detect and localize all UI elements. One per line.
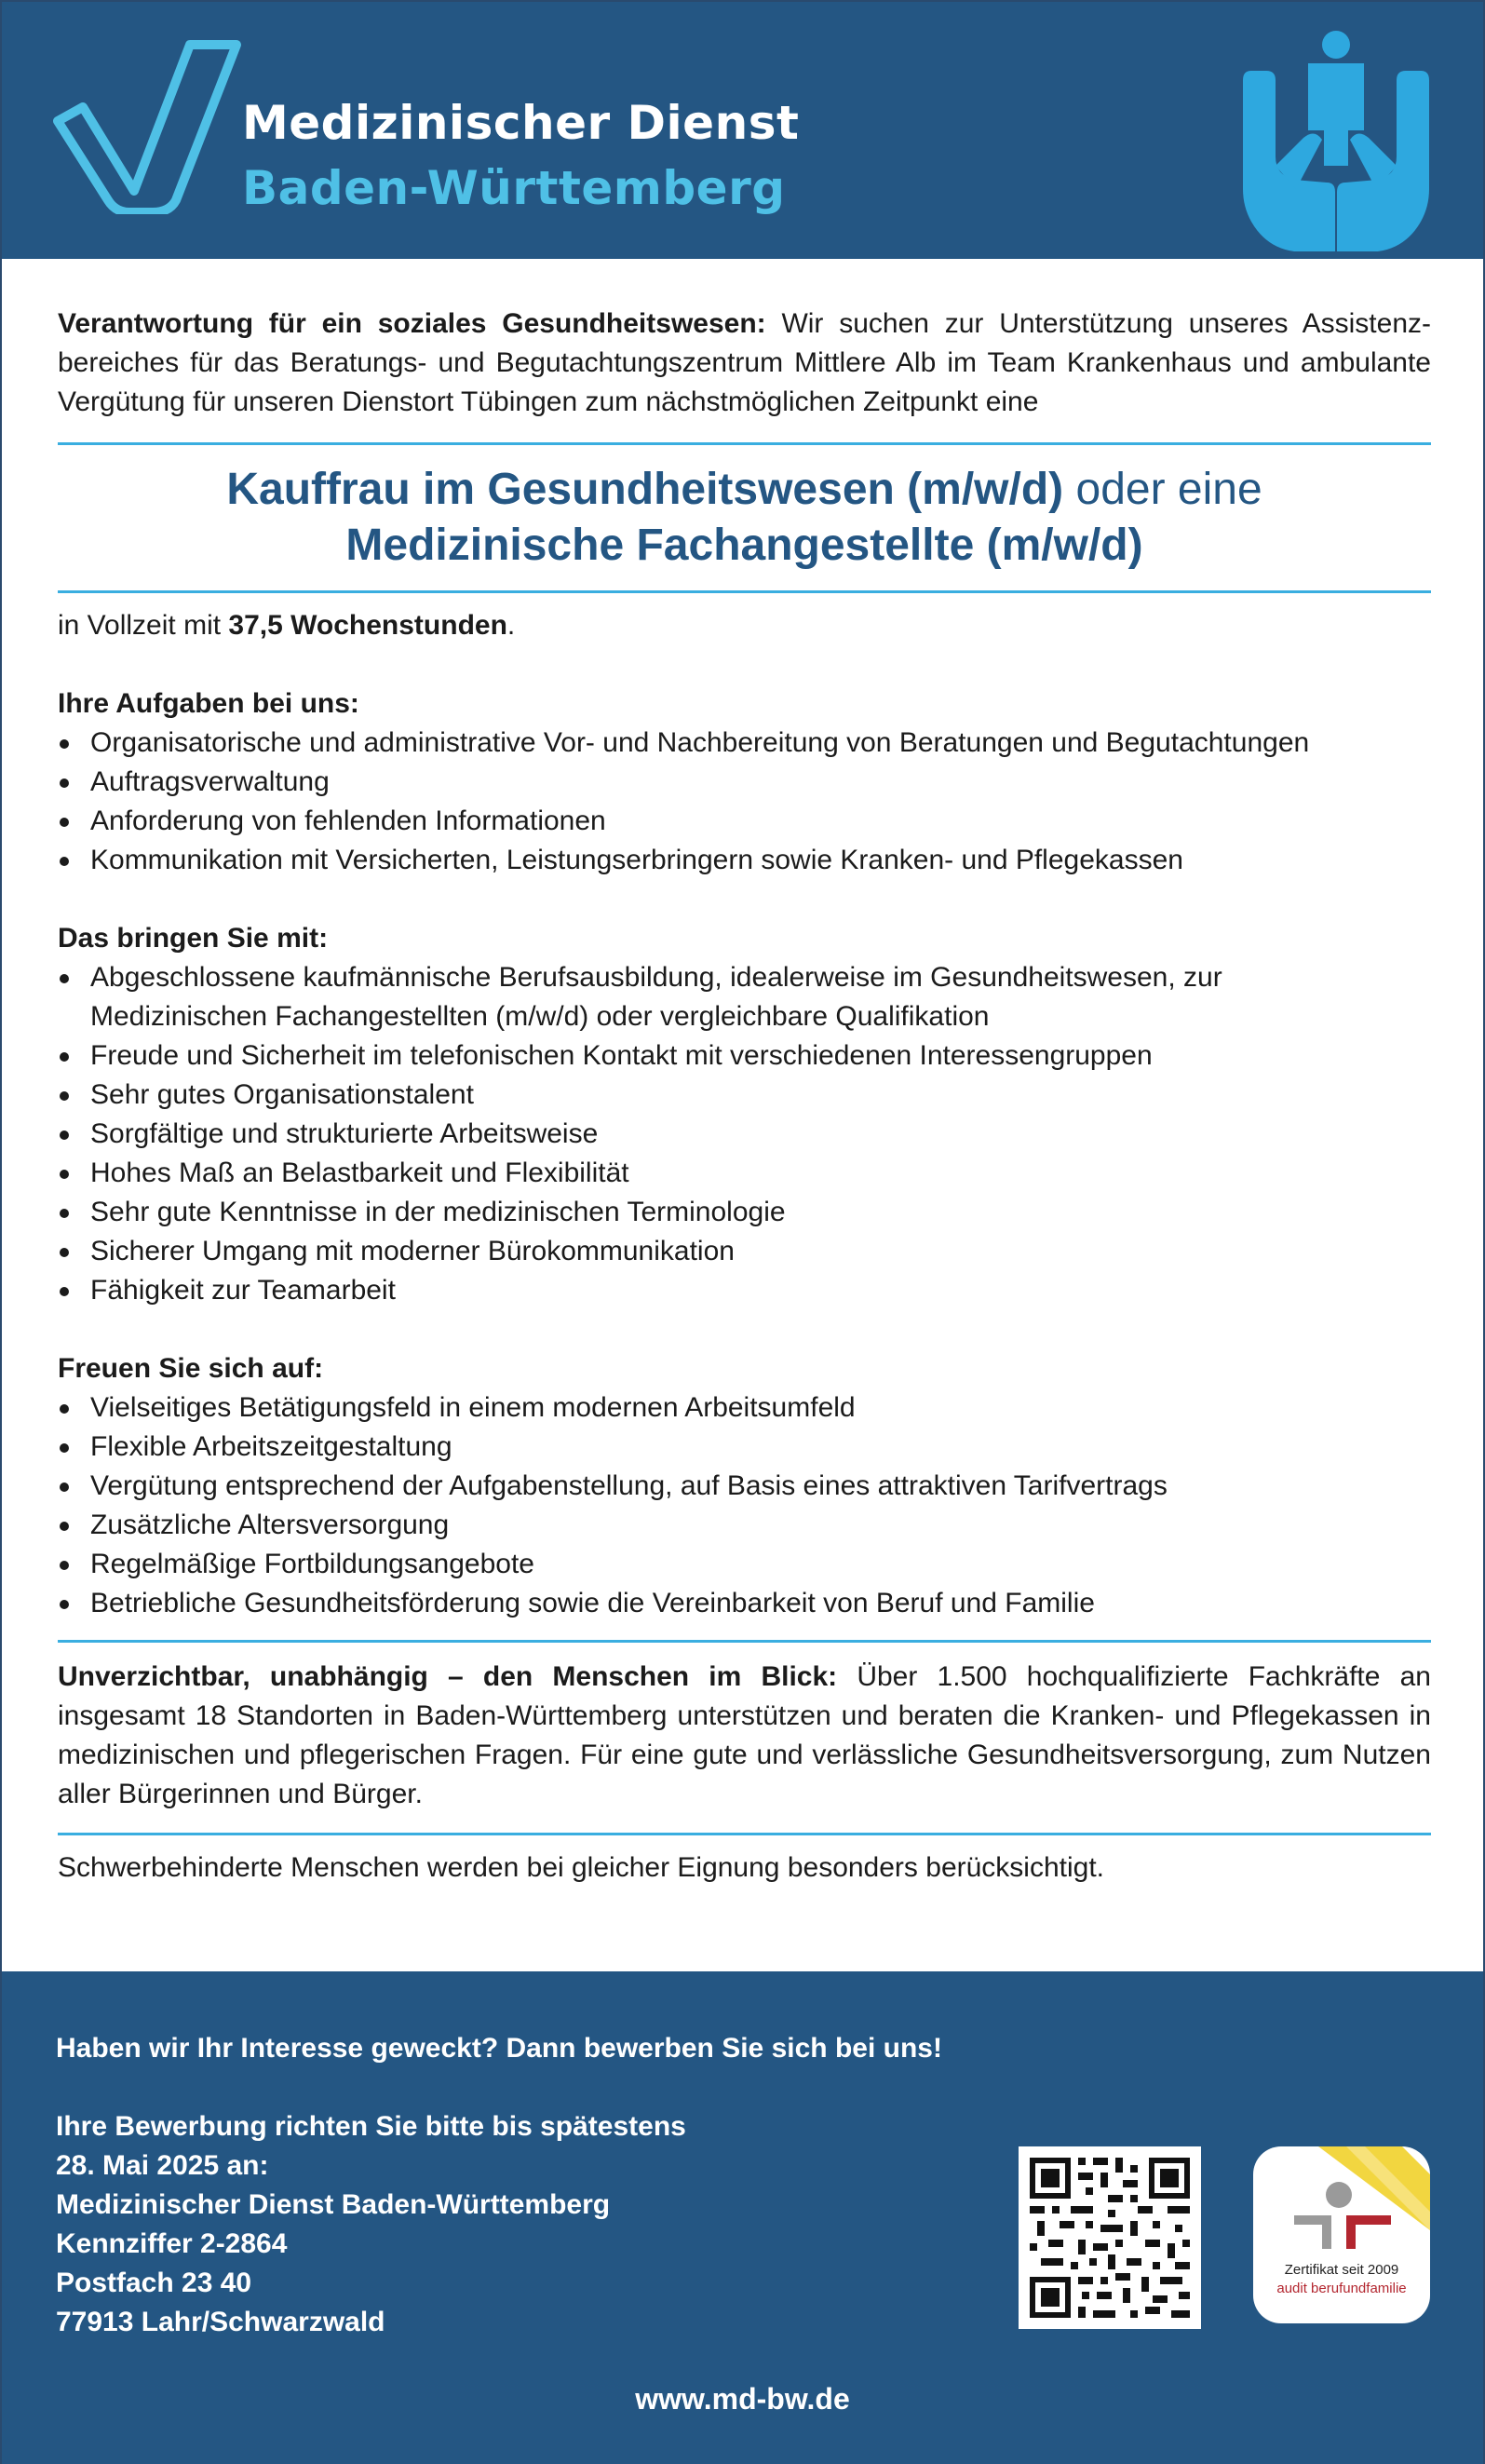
header-banner xyxy=(2,2,1483,259)
list-item: Freude und Sicherheit im telefonischen Kontakt mit verschiedenen Interessengruppen xyxy=(58,1036,1431,1076)
list-item: Sehr gutes Organisationstalent xyxy=(58,1076,1431,1115)
divider xyxy=(58,590,1431,593)
hours-suffix: . xyxy=(506,610,516,641)
list-item: Auftragsverwaltung xyxy=(58,763,1431,802)
audit-berufundfamilie-icon xyxy=(1253,2146,1430,2323)
tasks-title: Ihre Aufgaben bei uns: xyxy=(58,688,359,719)
divider xyxy=(58,442,1431,445)
job-title-line1: Kauffrau im Gesundheitswesen (m/w/d) xyxy=(226,465,1064,514)
org-region: Baden-Württemberg xyxy=(242,161,786,215)
requirements-title: Das bringen Sie mit: xyxy=(58,923,329,954)
main-content xyxy=(58,305,1431,1888)
website-link[interactable]: www.md-bw.de xyxy=(635,2382,850,2416)
family-audit-certificate xyxy=(1253,2146,1430,2323)
address-line: 77913 Lahr/Schwarzwald xyxy=(56,2307,385,2337)
list-item: Zusätzliche Altersversorgung xyxy=(58,1506,1431,1545)
apply-deadline-line: Ihre Bewerbung richten Sie bitte bis spätestens xyxy=(56,2111,686,2142)
intro-text: Wir suchen zur Unterstützung unseres Assistenzbereiches für das Beratungs- und Begutachtungszentrum Mittlere Alb im Team Krankenhaus und ambulante Vergütung für unseren Dienstort Tübingen zum nächstmöglichen Zeitpunkt eine xyxy=(58,308,1431,417)
hours-value: 37,5 Wochenstunden xyxy=(228,610,507,641)
list-item: Hohes Maß an Belastbarkeit und Flexibilität xyxy=(58,1154,1431,1193)
divider xyxy=(58,1833,1431,1835)
about-text: Über 1.500 hochqualifizierte Fachkräfte an insgesamt 18 Standorten in Baden-Württemberg unterstützen und beraten die Kranken- und Pflegekassen in medizinischen und pflegerischen Fragen. Für eine gute und verlässliche Gesundheitsversorgung, zum Nutzen aller Bürgerinnen und Bürger. xyxy=(58,1661,1431,1809)
intro-paragraph xyxy=(58,305,1431,422)
list-item: Flexible Arbeitszeitgestaltung xyxy=(58,1428,1431,1467)
list-item: Vielseitiges Betätigungsfeld in einem modernen Arbeitsumfeld xyxy=(58,1388,1431,1428)
about-paragraph xyxy=(58,1658,1431,1814)
hours-prefix: in Vollzeit mit xyxy=(58,610,229,641)
benefits-title: Freuen Sie sich auf: xyxy=(58,1353,324,1384)
list-item: Betriebliche Gesundheitsförderung sowie die Vereinbarkeit von Beruf und Familie xyxy=(58,1584,1431,1623)
checkmark-logo-icon xyxy=(50,37,246,214)
reference-number: Kennziffer 2-2864 xyxy=(56,2228,288,2259)
qr-code[interactable] xyxy=(1019,2146,1201,2329)
list-item: Kommunikation mit Versicherten, Leistungserbringern sowie Kranken- und Pflegekassen xyxy=(58,841,1431,880)
job-title-connector: oder eine xyxy=(1063,465,1262,514)
list-item: Abgeschlossene kaufmännische Berufsausbildung, idealerweise im Gesundheitswesen, zur Medizinischen Fachangestellten (m/w/d) oder vergleichbare Qualifikation xyxy=(58,958,1431,1036)
about-lead: Unverzichtbar, unabhängig – den Menschen im Blick: xyxy=(58,1661,838,1692)
certificate-label: Zertifikat seit 2009 xyxy=(1284,2262,1399,2278)
benefits-list xyxy=(58,1388,1431,1623)
org-name: Medizinischer Dienst xyxy=(242,96,800,150)
list-item: Sicherer Umgang mit moderner Bürokommunikation xyxy=(58,1232,1431,1271)
address-line: Medizinischer Dienst Baden-Württemberg xyxy=(56,2189,611,2220)
apply-deadline-date: 28. Mai 2025 an: xyxy=(56,2150,269,2181)
list-item: Sehr gute Kenntnisse in der medizinischen Terminologie xyxy=(58,1193,1431,1232)
list-item: Regelmäßige Fortbildungsangebote xyxy=(58,1545,1431,1584)
divider xyxy=(58,1640,1431,1643)
list-item: Anforderung von fehlenden Informationen xyxy=(58,802,1431,841)
job-title-line2: Medizinische Fachangestellte (m/w/d) xyxy=(345,521,1143,570)
qr-code-icon xyxy=(1019,2146,1201,2329)
intro-lead: Verantwortung für ein soziales Gesundheitswesen: xyxy=(58,308,766,339)
job-title xyxy=(58,462,1431,574)
footer-banner xyxy=(2,1971,1483,2464)
list-item: Fähigkeit zur Teamarbeit xyxy=(58,1271,1431,1310)
address-line: Postfach 23 40 xyxy=(56,2268,252,2298)
call-to-action: Haben wir Ihr Interesse geweckt? Dann bewerben Sie sich bei uns! xyxy=(56,2033,942,2064)
list-item: Sorgfältige und strukturierte Arbeitsweise xyxy=(58,1115,1431,1154)
caring-hands-person-icon xyxy=(1238,26,1434,259)
list-item: Organisatorische und administrative Vor- und Nachbereitung von Beratungen und Begutachtungen xyxy=(58,724,1431,763)
requirements-list xyxy=(58,958,1431,1310)
tasks-list xyxy=(58,724,1431,880)
list-item: Vergütung entsprechend der Aufgabenstellung, auf Basis eines attraktiven Tarifvertrags xyxy=(58,1467,1431,1506)
hours-line xyxy=(58,606,1431,645)
disability-note: Schwerbehinderte Menschen werden bei gleicher Eignung besonders berücksichtigt. xyxy=(58,1852,1105,1883)
certificate-brand: audit berufundfamilie xyxy=(1276,2281,1407,2296)
